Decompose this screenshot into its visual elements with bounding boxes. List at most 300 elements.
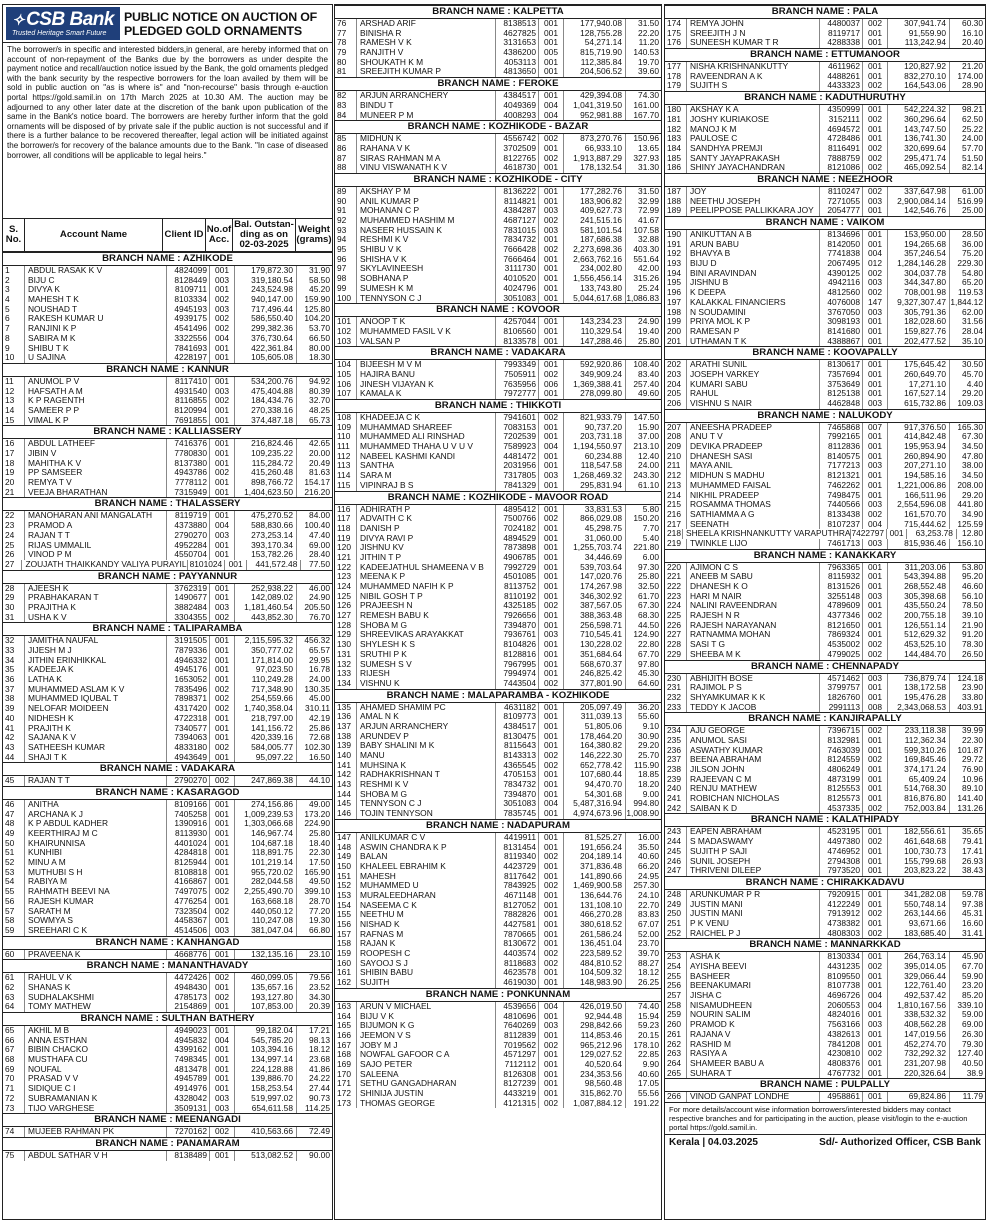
cell-no-of-acc: 001 [538, 703, 563, 713]
cell-no-of-acc: 001 [862, 621, 887, 631]
cell-no-of-acc: 002 [538, 949, 563, 959]
cell-account-name: MUHAMMED HASHIM M [356, 216, 495, 226]
cell-no-of-acc: 001 [538, 264, 563, 274]
cell-no-of-acc: 002 [862, 804, 887, 814]
cell-balance: 371,836.48 [563, 862, 625, 872]
cell-no-of-acc: 003 [862, 308, 887, 318]
cell-client-id: 8137380 [166, 459, 209, 469]
cell-sno: 179 [667, 80, 681, 91]
cell-account-name: REMYA JOHN [686, 19, 819, 29]
cell-no-of-acc: 001 [209, 839, 234, 849]
branch-heading: BRANCH NAME : NADAPURAM [335, 819, 661, 833]
cell-weight: 66.80 [296, 926, 332, 936]
cell-balance: 134,997.14 [234, 1055, 296, 1065]
cell-balance: 512,629.32 [887, 630, 949, 640]
cell-client-id: 4384517 [495, 722, 538, 732]
cell-client-id: 3191505 [166, 636, 209, 646]
cell-account-name: ROSAMMA THOMAS [686, 500, 819, 510]
cell-sno: 183 [667, 133, 681, 144]
branch-section [335, 5, 661, 77]
cell-sno: 247 [667, 865, 681, 876]
cell-weight: 62.00 [949, 308, 985, 318]
cell-client-id: 4571297 [495, 1050, 538, 1060]
cell-no-of-acc: 001 [209, 593, 234, 603]
table-row [3, 353, 332, 363]
signature-line [665, 1134, 985, 1150]
cell-weight: 229.30 [949, 259, 985, 269]
cell-no-of-acc: 001 [209, 449, 234, 459]
cell-account-name: ARCHANA K J [24, 810, 166, 820]
cell-account-name: SARA M [356, 471, 495, 481]
cell-client-id: 4384517 [495, 91, 538, 101]
cell-balance: 514,768.30 [887, 784, 949, 794]
cell-sno: 76 [337, 18, 347, 28]
cell-no-of-acc: 001 [862, 693, 887, 703]
table-row [335, 389, 661, 399]
cell-weight: 102.30 [296, 743, 332, 753]
cell-balance: 177,282.76 [563, 187, 625, 197]
cell-weight: 81.63 [296, 468, 332, 478]
cell-balance: 231,207.98 [887, 1059, 949, 1069]
cell-weight: 30.50 [949, 360, 985, 370]
cell-account-name: SHISHA V K [356, 255, 495, 265]
cell-client-id: 4945193 [166, 305, 209, 315]
cell-sno: 55 [5, 886, 15, 897]
cell-balance: 319,180.54 [234, 276, 296, 286]
cell-weight: 24.95 [625, 872, 661, 882]
cell-weight: 45.31 [949, 909, 985, 919]
cell-sno: 126 [337, 600, 351, 611]
cell-weight: 61.10 [625, 481, 661, 491]
cell-sno: 71 [5, 1083, 15, 1094]
cell-account-name: PRAVEENA K [24, 950, 166, 960]
cell-account-name: RESHMI K V [356, 235, 495, 245]
cell-sno: 20 [5, 477, 15, 488]
cell-balance: 816,876.80 [887, 794, 949, 804]
cell-no-of-acc: 001 [862, 900, 887, 910]
cell-sno: 116 [337, 503, 351, 514]
cell-account-name: SABIRA M K [24, 334, 166, 344]
cell-client-id: 7498475 [819, 491, 862, 501]
cell-balance: 178,132.54 [563, 163, 625, 173]
branch-heading: BRANCH NAME : VAIKOM [665, 216, 985, 230]
cell-client-id: 8120994 [166, 406, 209, 416]
cell-client-id: 8116855 [166, 396, 209, 406]
cell-weight: 100.40 [296, 521, 332, 531]
cell-balance: 344,347.80 [887, 278, 949, 288]
cell-account-name: RAHUL [686, 389, 819, 399]
cell-client-id: 4785173 [166, 993, 209, 1003]
cell-sno: 207 [667, 421, 681, 432]
cell-sno: 202 [667, 359, 681, 370]
cell-client-id: 7461713 [819, 539, 862, 549]
cell-account-name: SATHIAMMA A G [686, 510, 819, 520]
cell-balance: 246,825.42 [563, 669, 625, 679]
cell-account-name: MUHAMMED ASLAM K V [24, 685, 166, 695]
cell-balance: 717,348.90 [234, 685, 296, 695]
cell-sno: 59 [5, 924, 15, 935]
cell-client-id: 4806249 [819, 765, 862, 775]
cell-account-name: MUHAMMED THAHA U V U V [356, 442, 495, 452]
cell-no-of-acc: 004 [538, 101, 563, 111]
cell-balance: 169,845.46 [887, 755, 949, 765]
cell-client-id: 2054777 [819, 206, 862, 216]
cell-balance: 270,338.16 [234, 406, 296, 416]
cell-no-of-acc: 002 [209, 704, 234, 714]
cell-client-id: 4024796 [495, 284, 538, 294]
cell-client-id: 4010520 [495, 274, 538, 284]
cell-balance: 104,687.18 [234, 839, 296, 849]
cell-weight: 97.38 [949, 900, 985, 910]
branch-heading: BRANCH NAME : KOZHIKODE - CITY [335, 173, 661, 187]
cell-no-of-acc: 002 [538, 959, 563, 969]
cell-client-id: 7635956 [495, 380, 538, 390]
cell-no-of-acc: 003 [538, 630, 563, 640]
cell-no-of-acc: 001 [538, 901, 563, 911]
cell-sno: 30 [5, 601, 15, 612]
cell-account-name: MUHAMMED NAFIH K P [356, 582, 495, 592]
cell-sno: 104 [337, 359, 351, 370]
cell-balance: 360,296.64 [887, 115, 949, 125]
cell-client-id: 7315949 [166, 488, 209, 498]
cell-no-of-acc: 002 [862, 115, 887, 125]
cell-weight: 37.00 [625, 432, 661, 442]
cell-account-name: VISHNU S NAIR [686, 399, 819, 409]
cell-client-id: 4541496 [166, 324, 209, 334]
cell-sno: 67 [5, 1044, 15, 1055]
branch-heading: BRANCH NAME : PAYYANNUR [3, 570, 332, 584]
cell-balance: 940,147.00 [234, 295, 296, 305]
cell-account-name: SUJITH S [686, 81, 819, 91]
cell-balance: 952,981.88 [563, 111, 625, 121]
cell-no-of-acc: 005 [538, 48, 563, 58]
cell-weight: 403.30 [625, 245, 661, 255]
cell-client-id: 7913912 [819, 909, 862, 919]
cell-sno: 137 [337, 720, 351, 731]
cell-account-name: K P ABDUL KADHER [24, 819, 166, 829]
cell-no-of-acc: 001 [538, 505, 563, 515]
cell-weight: 124.90 [625, 630, 661, 640]
cell-balance: 965,212.96 [563, 1041, 625, 1051]
cell-balance: 112,362.34 [887, 736, 949, 746]
cell-account-name: SUDHALAKSHMI [24, 993, 166, 1003]
cell-sno: 99 [337, 282, 347, 293]
cell-weight: 41.86 [296, 1065, 332, 1075]
cell-no-of-acc: 001 [209, 377, 234, 387]
cell-no-of-acc: 001 [538, 524, 563, 534]
cell-balance: 409,627.73 [563, 206, 625, 216]
cell-account-name: RAHUL V K [24, 973, 166, 983]
cell-account-name: NIBIL GOSH T P [356, 592, 495, 602]
cell-balance: 1,369,388.41 [563, 380, 625, 390]
cell-balance: 717,496.44 [234, 305, 296, 315]
cell-weight: 27.44 [296, 1084, 332, 1094]
cell-sno: 229 [667, 648, 681, 659]
cell-balance: 203,823.22 [887, 866, 949, 876]
cell-no-of-acc: 001 [862, 919, 887, 929]
cell-no-of-acc: 002 [862, 163, 887, 173]
cell-balance: 260,649.70 [887, 370, 949, 380]
cell-no-of-acc: 004 [538, 1002, 563, 1012]
cell-account-name: SARATH M [24, 907, 166, 917]
cell-weight: 40.60 [625, 852, 661, 862]
cell-account-name: NIKHIL PRADEEP [686, 491, 819, 501]
cell-client-id: 4382613 [819, 1030, 862, 1040]
cell-balance: 205,097.49 [563, 703, 625, 713]
branch-section [335, 173, 661, 303]
cell-weight: 88.27 [625, 959, 661, 969]
cell-account-name: THOMAS GEORGE [356, 1099, 495, 1109]
cell-balance: 91,559.90 [887, 29, 949, 39]
cell-client-id: 4945176 [166, 665, 209, 675]
table-row [665, 163, 985, 173]
cell-no-of-acc: 004 [862, 520, 887, 530]
cell-sno: 50 [5, 837, 15, 848]
cell-balance: 174,267.98 [563, 582, 625, 592]
cell-client-id: 7462262 [819, 481, 862, 491]
cell-weight: 34.50 [949, 442, 985, 452]
cell-weight: 315.26 [625, 274, 661, 284]
cell-no-of-acc: 001 [862, 601, 887, 611]
cell-balance: 338,532.32 [887, 1010, 949, 1020]
cell-weight: 25.70 [625, 751, 661, 761]
table-row [335, 809, 661, 819]
cell-client-id: 4946332 [166, 656, 209, 666]
cell-no-of-acc: 001 [862, 775, 887, 785]
cell-weight: 36.20 [625, 703, 661, 713]
cell-account-name: SAIBAN K D [686, 804, 819, 814]
cell-sno: 17 [5, 448, 15, 458]
cell-account-name: TENNYSON C J [356, 294, 495, 304]
cell-no-of-acc: 001 [862, 471, 887, 481]
cell-sno: 187 [667, 185, 681, 196]
cell-weight: 29.20 [949, 389, 985, 399]
cell-account-name: SIDIQUE C I [24, 1084, 166, 1094]
cell-no-of-acc: 012 [862, 259, 887, 269]
cell-no-of-acc: 001 [862, 582, 887, 592]
cell-sno: 169 [337, 1058, 351, 1069]
cell-account-name: SHREEVIKAS ARAYAKKAT [356, 630, 495, 640]
cell-weight: 25.00 [949, 206, 985, 216]
cell-no-of-acc: 001 [862, 389, 887, 399]
cell-sno: 73 [5, 1102, 15, 1113]
cell-client-id: 8110192 [495, 592, 538, 602]
cell-balance: 475,270.52 [234, 511, 296, 521]
cell-weight: 25.80 [625, 572, 661, 582]
cell-weight: 24.90 [296, 593, 332, 603]
cell-account-name: SHEELA KRISHNANKUTTY VARAPUTHRA [682, 529, 850, 539]
cell-no-of-acc: 001 [538, 732, 563, 742]
cell-no-of-acc: 001 [209, 1084, 234, 1094]
cell-sno: 84 [337, 109, 347, 120]
cell-sno: 138 [337, 730, 351, 741]
cell-sno: 139 [337, 740, 351, 751]
branch-heading: BRANCH NAME : MANANTHAVADY [3, 959, 332, 973]
cell-sno: 8 [5, 332, 10, 343]
cell-sno: 237 [667, 754, 681, 765]
cell-client-id: 4812560 [819, 288, 862, 298]
cell-client-id: 4895412 [495, 505, 538, 515]
cell-client-id: 8141680 [819, 327, 862, 337]
cell-account-name: SUJITH [356, 978, 495, 988]
cell-weight: 97.80 [625, 660, 661, 670]
cell-no-of-acc: 002 [862, 154, 887, 164]
branch-heading: BRANCH NAME : MEENANGADI [3, 1113, 332, 1127]
cell-client-id: 7465868 [819, 423, 862, 433]
cell-no-of-acc: 002 [538, 370, 563, 380]
cell-no-of-acc: 007 [862, 423, 887, 433]
cell-account-name: P K VENU [686, 919, 819, 929]
cell-no-of-acc: 001 [862, 827, 887, 837]
cell-no-of-acc: 003 [209, 603, 234, 613]
cell-sno: 45 [5, 775, 15, 786]
cell-no-of-acc: 001 [538, 360, 563, 370]
cell-weight: 80.39 [296, 387, 332, 397]
cell-weight: 399.10 [296, 887, 332, 897]
cell-weight: 16.00 [625, 833, 661, 843]
cell-no-of-acc: 001 [209, 1026, 234, 1036]
cell-client-id: 7888759 [819, 154, 862, 164]
cell-account-name: ANUMOL P V [24, 377, 166, 387]
cell-weight: 16.10 [949, 29, 985, 39]
cell-no-of-acc: 001 [862, 491, 887, 501]
cell-balance: 351,684.64 [563, 650, 625, 660]
cell-balance: 381,047.04 [234, 926, 296, 936]
cell-balance: 163,668.18 [234, 897, 296, 907]
branch-heading: BRANCH NAME : KALPETTA [335, 5, 661, 19]
cell-client-id: 7778112 [166, 478, 209, 488]
cell-account-name: JEEMON V S [356, 1031, 495, 1041]
cell-no-of-acc: 003 [862, 197, 887, 207]
cell-weight: 18.85 [625, 770, 661, 780]
cell-balance: 143,234.23 [563, 317, 625, 327]
branch-heading: BRANCH NAME : KADUTHURUTHY [665, 91, 985, 105]
cell-account-name: MUHAMMED FAISAL [686, 481, 819, 491]
cell-client-id: 7112112 [495, 1060, 538, 1070]
cell-sno: 225 [667, 610, 681, 621]
cell-client-id: 7443504 [495, 679, 538, 689]
cell-weight: 257.40 [625, 380, 661, 390]
cell-balance: 588,830.66 [234, 521, 296, 531]
cell-balance: 415,260.48 [234, 468, 296, 478]
cell-weight: 34.50 [949, 471, 985, 481]
cell-balance: 307,941.74 [887, 19, 949, 29]
cell-weight: 67.70 [949, 962, 985, 972]
cell-no-of-acc: 001 [209, 646, 234, 656]
cell-weight: 11.79 [949, 1092, 985, 1102]
cell-no-of-acc: 004 [862, 249, 887, 259]
cell-no-of-acc: 001 [209, 819, 234, 829]
cell-client-id: 8125573 [819, 794, 862, 804]
cell-balance: 5,044,617.68 [563, 294, 625, 304]
cell-weight: 40.60 [625, 1070, 661, 1080]
cell-client-id: 8107237 [819, 520, 862, 530]
cell-balance: 732,292.32 [887, 1049, 949, 1059]
cell-no-of-acc: 001 [209, 353, 234, 363]
cell-balance: 1,194,550.97 [563, 442, 625, 452]
cell-client-id: 4076008 [819, 298, 862, 308]
cell-balance: 1,087,884.12 [563, 1099, 625, 1109]
cell-weight: 58.50 [296, 276, 332, 286]
cell-balance: 179,872.30 [234, 266, 296, 276]
cell-client-id: 4350999 [819, 105, 862, 115]
cell-balance: 114,853.46 [563, 1031, 625, 1041]
cell-balance: 95,097.22 [234, 753, 296, 763]
table-row [335, 337, 661, 347]
cell-sno: 40 [5, 712, 15, 723]
cell-sno: 251 [667, 917, 681, 928]
cell-weight: 17.05 [625, 1079, 661, 1089]
cell-client-id: 4799025 [819, 650, 862, 660]
cell-sno: 233 [667, 701, 681, 712]
cell-weight: 147.50 [625, 413, 661, 423]
cell-sno: 43 [5, 741, 15, 752]
cell-sno: 56 [5, 895, 15, 906]
cell-balance: 183,906.82 [563, 197, 625, 207]
cell-weight: 1,086.83 [626, 292, 659, 303]
cell-balance: 1,810,167.56 [887, 1001, 949, 1011]
branch-heading: BRANCH NAME : NEEZHOOR [665, 173, 985, 187]
cell-weight: 72.68 [296, 733, 332, 743]
cell-balance: 147,020.76 [563, 572, 625, 582]
cell-balance: 112,385.84 [563, 58, 625, 68]
cell-balance: 475,404.88 [234, 387, 296, 397]
cell-client-id: 7505911 [495, 370, 538, 380]
cell-sno: 240 [667, 783, 681, 794]
table-row [665, 866, 985, 876]
cell-balance: 178,464.20 [563, 732, 625, 742]
cell-no-of-acc: 001 [538, 592, 563, 602]
cell-account-name: ASWATHY KUMAR [686, 746, 819, 756]
table-row [335, 481, 661, 491]
cell-balance: 550,748.14 [887, 900, 949, 910]
cell-client-id: 4746952 [819, 847, 862, 857]
cell-no-of-acc: 002 [862, 510, 887, 520]
cell-balance: 298,842.66 [563, 1021, 625, 1031]
cell-no-of-acc: 001 [538, 432, 563, 442]
cell-sno: 163 [337, 1000, 351, 1011]
cell-account-name: DIVYA K [24, 285, 166, 295]
cell-account-name: RAJAN T T [24, 776, 166, 786]
cell-weight: 47.40 [296, 531, 332, 541]
cell-no-of-acc: 001 [209, 584, 234, 594]
cell-balance: 441,572.48 [246, 560, 300, 570]
cell-weight: 18.30 [296, 353, 332, 363]
cell-sno: 265 [667, 1067, 681, 1078]
cell-weight: 55.60 [625, 712, 661, 722]
cell-no-of-acc: 002 [538, 134, 563, 144]
cell-balance: 195,953.94 [887, 442, 949, 452]
cell-no-of-acc: 001 [538, 91, 563, 101]
cell-no-of-acc: 001 [538, 660, 563, 670]
cell-no-of-acc: 001 [862, 890, 887, 900]
cell-sno: 256 [667, 980, 681, 991]
cell-balance: 429,394.08 [563, 91, 625, 101]
cell-balance: 115,284.72 [234, 459, 296, 469]
cell-client-id: 4399162 [166, 1045, 209, 1055]
cell-account-name: AMAL N K [356, 712, 495, 722]
cell-balance: 148,983.90 [563, 978, 625, 988]
cell-no-of-acc: 001 [209, 897, 234, 907]
cell-balance: 130,228.02 [563, 640, 625, 650]
cell-no-of-acc: 001 [209, 416, 234, 426]
cell-weight: 45.00 [296, 694, 332, 704]
cell-balance: 207,271.10 [887, 461, 949, 471]
cell-client-id: 8103334 [166, 295, 209, 305]
cell-account-name: SANDHYA PREMJI [686, 144, 819, 154]
cell-no-of-acc: 001 [862, 1092, 887, 1102]
cell-account-name: SHOBA M G [356, 790, 495, 800]
